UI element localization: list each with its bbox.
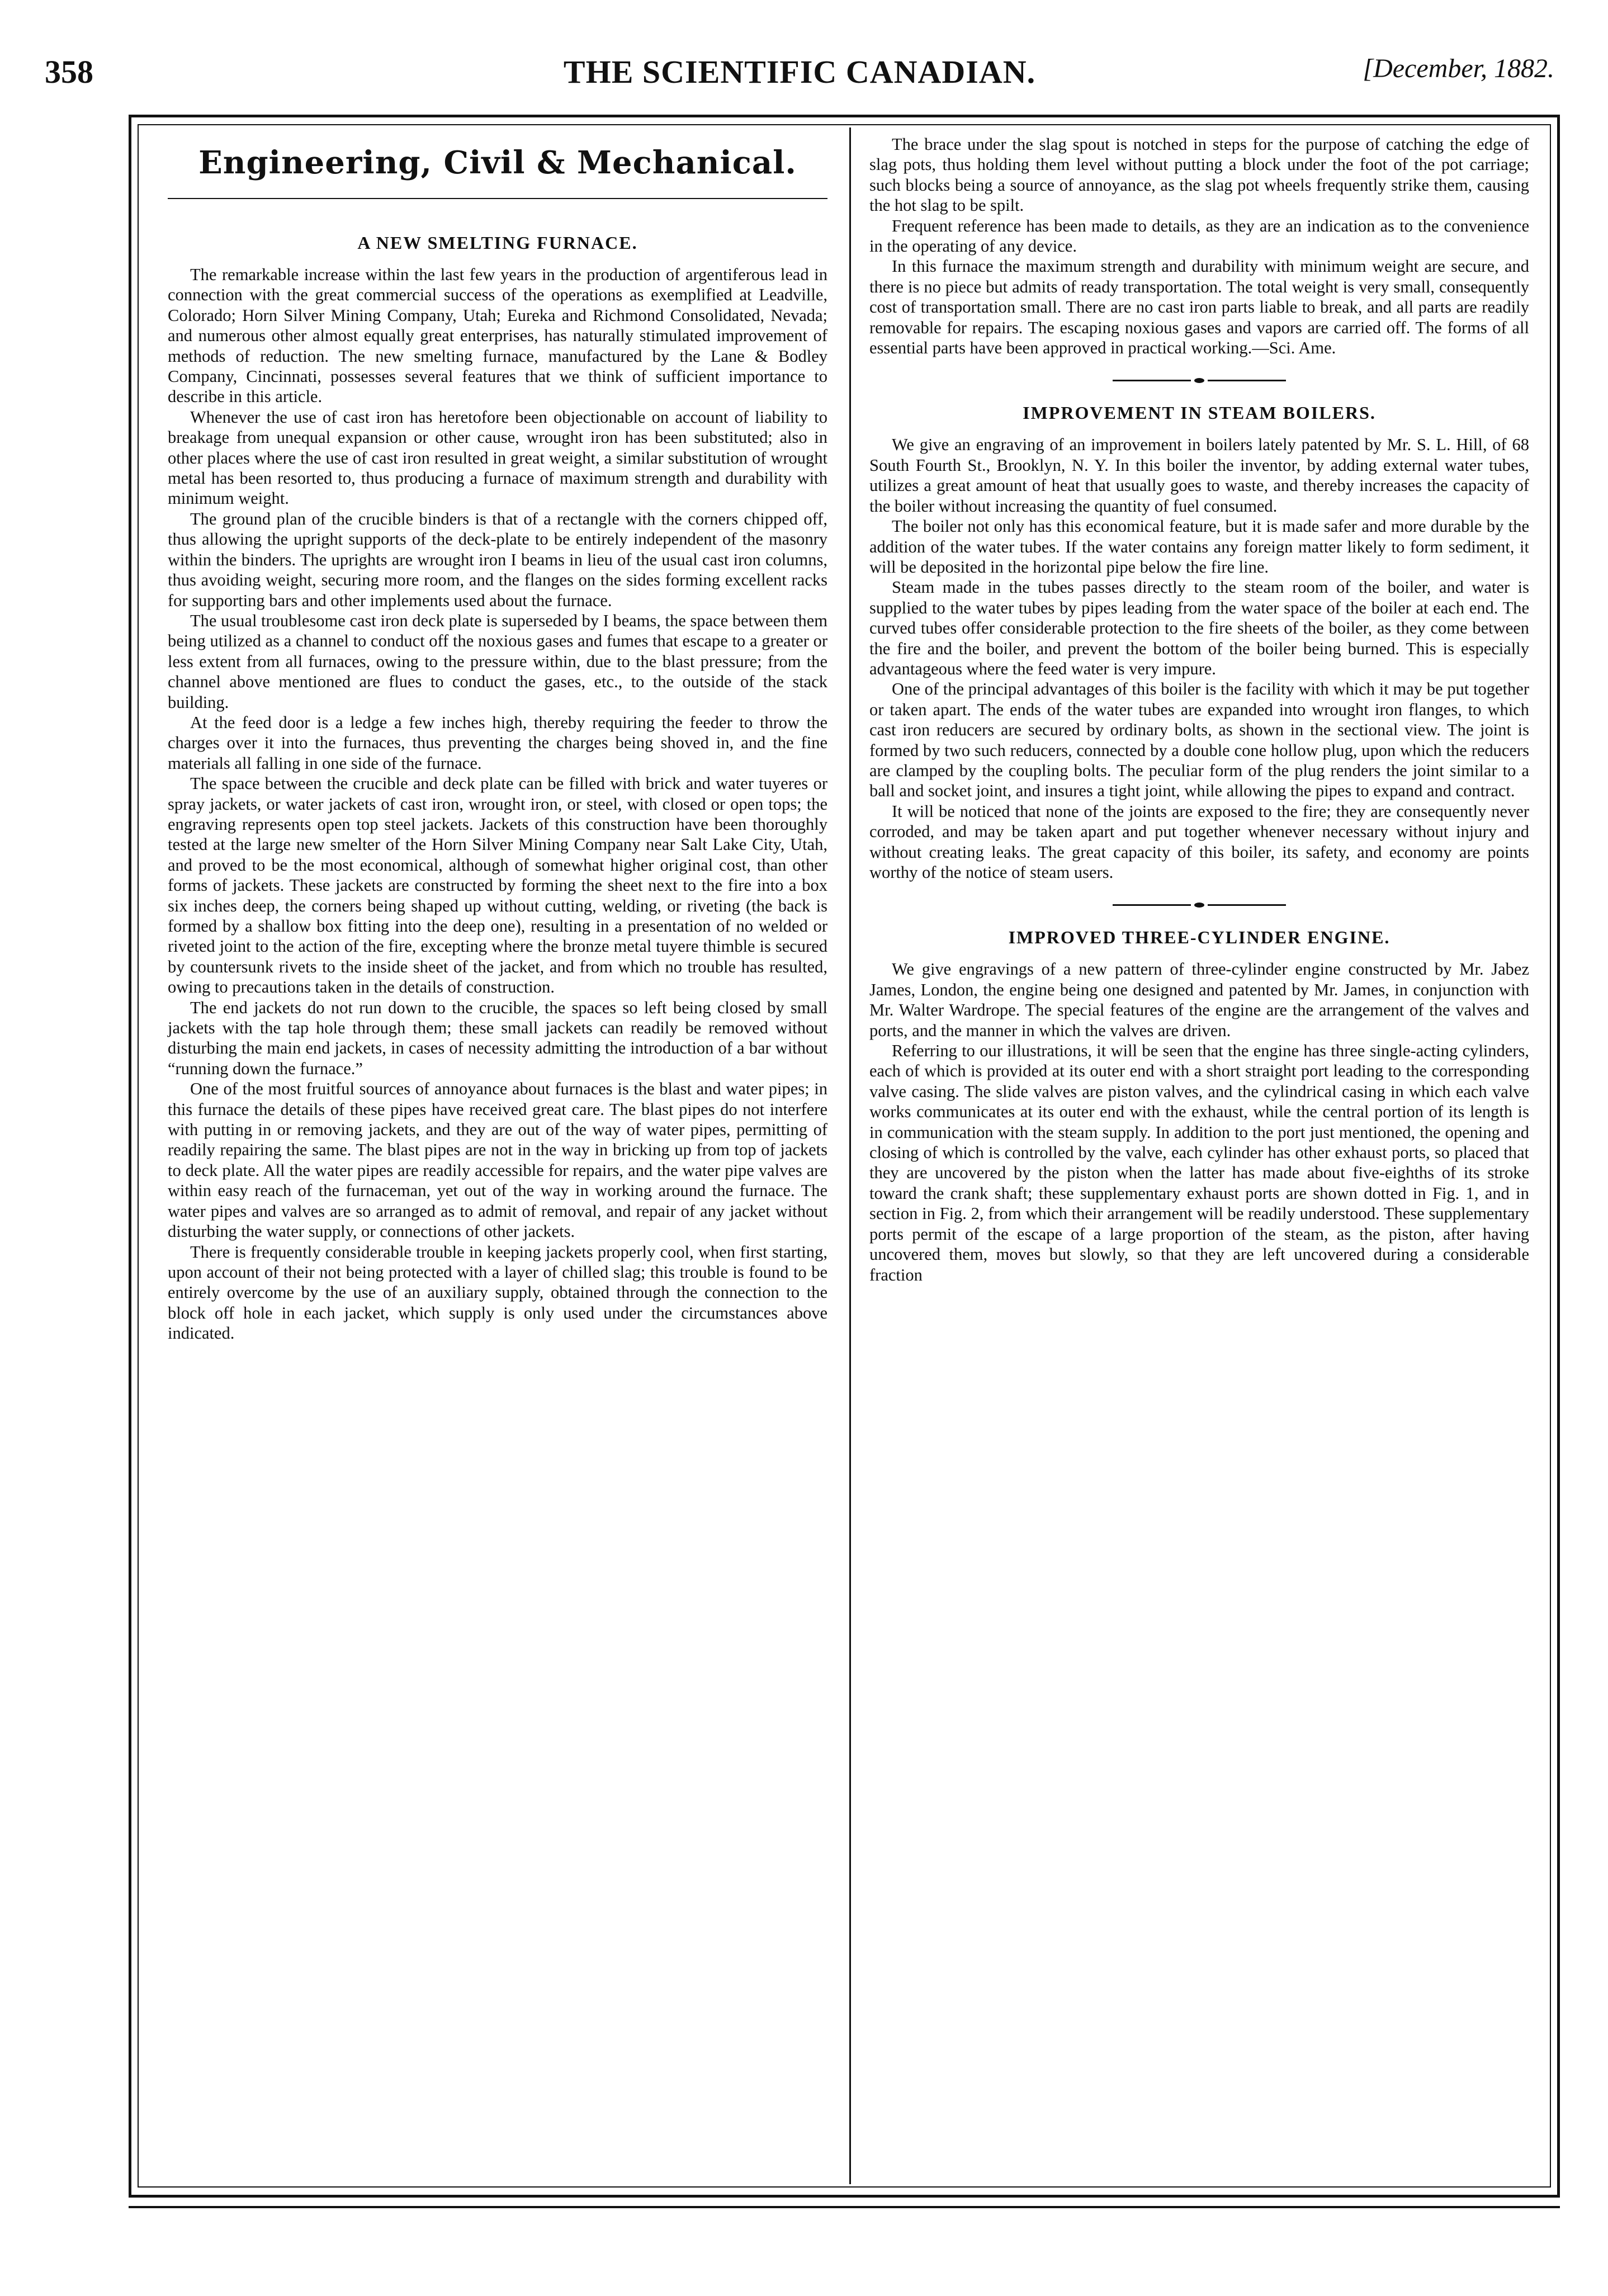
section-rule [168, 198, 827, 199]
paragraph: One of the most fruitful sources of annoyance about furnaces is the blast and water pipes; in this furnace the details of these pipes have received great care. The blast pipes do not interfere with putting in or removing jackets, and they are out of the way of water pipes, permitting of readily repairing the same. The blast pipes are not in the way in bricking up from top of jackets to deck plate. All the water pipes are readily accessible for repairs, and the water pipe valves are within easy reach of the furnaceman, yet out of the way in working around the furnace. The water pipes and valves are so arranged as to admit of removal, and repair of any jacket without disturbing the water supply, or connections of other jackets. [168, 1079, 827, 1241]
journal-title: THE SCIENTIFIC CANADIAN. [563, 54, 1036, 90]
column-divider [849, 127, 851, 2184]
paragraph: We give engravings of a new pattern of three-cylinder engine constructed by Mr. Jabez James, London, the engine being one designed and patented by Mr. James, in conjunction with Mr. Walter Wardrope. The special features of the engine are the arrangement of the valves and ports, and the manner in which the valves are driven. [869, 960, 1529, 1040]
paragraph: We give an engraving of an improvement in boilers lately patented by Mr. S. L. Hill, of 68 South Fourth St., Brooklyn, N. Y. In this boiler the inventor, by adding external water tubes, utilizes a great amount of heat that usually goes to waste, and thereby increases the capacity of the boiler without increasing the quantity of fuel consumed. [869, 435, 1529, 516]
paragraph: The usual troublesome cast iron deck plate is superseded by I beams, the space between them being utilized as a channel to conduct off the noxious gases and fumes that escape to a greater or less extent from all furnaces, owing to the pressure within, due to the blast pressure; from the channel above mentioned are flues to conduct the gases, etc., to the outside of the stack building. [168, 611, 827, 712]
left-column [168, 134, 827, 1344]
article-separator [869, 368, 1529, 390]
running-head [45, 53, 1554, 103]
page-number: 358 [45, 54, 93, 90]
issue-date: [December, 1882. [1363, 54, 1554, 83]
paragraph: One of the principal advantages of this boiler is the facility with which it may be put together or taken apart. The ends of the water tubes are expanded into wrought iron flanges, to which cast iron reducers are secured by ordinary bolts, as shown in the sectional view. The joint is formed by two such reducers, connected by a double cone hollow plug, upon which the reducers are clamped by the coupling bolts. The peculiar form of the plug renders the joint similar to a ball and socket joint, and insures a tight joint, while allowing the pipes to expand and contract. [869, 679, 1529, 801]
paragraph: In this furnace the maximum strength and durability with minimum weight are secure, and there is no piece but admits of ready transportation. The total weight is very small, consequently cost of transportation small. There are no cast iron parts liable to break, and all parts are readily removable for repairs. The escaping noxious gases and vapors are carried off. The forms of all essential parts have been approved in practical working.—Sci. Ame. [869, 257, 1529, 358]
paragraph: The space between the crucible and deck plate can be filled with brick and water tuyeres or spray jackets, or water jackets of cast iron, wrought iron, or steel, with closed or open tops; the engraving represents open top steel jackets. Jackets of this construction have been thoroughly tested at the large new smelter of the Horn Silver Mining Company near Salt Lake City, Utah, and proved to be the most economical, although of somewhat higher original cost, than other forms of jackets. These jackets are constructed by forming the sheet next to the fire into a box six inches deep, the corners being shaped up without cutting, welding, or riveting (the back is formed by a shallow box fitting into the deep one), resulting in a presentation of no welded or riveted joint to the action of the fire, excepting where the bronze metal tuyere thimble is secured by countersunk rivets to the inside sheet of the jacket, and from which no trouble has resulted, owing to precautions taken in the details of construction. [168, 774, 827, 997]
paragraph: At the feed door is a ledge a few inches high, thereby requiring the feeder to throw the charges over it into the furnaces, thus preventing the charges being shoved in, and the fine materials all falling in one side of the furnace. [168, 712, 827, 773]
section-title: Engineering, Civil & Mechanical. [198, 144, 797, 181]
paragraph: Frequent reference has been made to details, as they are an indication as to the convenience in the operating of any device. [869, 216, 1529, 256]
article-title-smelting: A NEW SMELTING FURNACE. [357, 233, 638, 253]
article-separator [869, 892, 1529, 915]
paragraph: The boiler not only has this economical feature, but it is made safer and more durable by the addition of the water tubes. If the water contains any foreign matter likely to form sediment, it will be deposited in the horizontal pipe below the fire line. [869, 517, 1529, 577]
paragraph: Referring to our illustrations, it will be seen that the engine has three single-acting cylinders, each of which is provided at its outer end with a short straight port leading to the corresponding valve casing. The slide valves are piston valves, and the cylindrical casing in which each valve works communicates at its outer end with the exhaust, while the central portion of its length is in communication with the steam supply. In addition to the port just mentioned, the opening and closing of which is controlled by the valve, each cylinder has other exhaust ports, so placed that they are uncovered by the piston when the latter has made about five-eighths of its stroke toward the crank shaft; these supplementary exhaust ports are shown dotted in Fig. 1, and in section in Fig. 2, from which their arrangement will be readily understood. These supplementary ports permit of the escape of a large proportion of the steam, as the piston, after having uncovered them, moves but slowly, so that they are left uncovered during a considerable fraction [869, 1041, 1529, 1284]
article-title-boilers: IMPROVEMENT IN STEAM BOILERS. [1023, 403, 1376, 423]
paragraph: It will be noticed that none of the joints are exposed to the fire; they are consequently never corroded, and may be taken apart and put together whenever necessary without injury and without creating leaks. The great capacity of this boiler, its safety, and economy are points worthy of the notice of steam users. [869, 801, 1529, 882]
paragraph: Whenever the use of cast iron has heretofore been objectionable on account of liability to breakage from unequal expansion or other cause, wrought iron has been substituted; also in other places where the use of cast iron resulted in great weight, a similar substitution of wrought metal has been resorted to, thus producing a furnace of maximum strength and durability with minimum weight. [168, 407, 827, 508]
paragraph: The brace under the slag spout is notched in steps for the purpose of catching the edge of slag pots, thus holding them level without putting a block under the foot of the pot carriage; such blocks being a source of annoyance, as the slag pot wheels frequently strike them, causing the hot slag to be spilt. [869, 135, 1529, 215]
article-title-engine: IMPROVED THREE-CYLINDER ENGINE. [1008, 927, 1391, 948]
paragraph: There is frequently considerable trouble in keeping jackets properly cool, when first starting, upon account of their not being protected with a layer of chilled slag; this trouble is found to be entirely overcome by the use of an auxiliary supply, obtained through the connection to the block off hole in each jacket, which supply is only used under the circumstances above indicated. [168, 1242, 827, 1343]
paragraph: The end jackets do not run down to the crucible, the spaces so left being closed by small jackets with the tap hole through them; these small jackets can readily be removed without disturbing the main end jackets, in cases of necessity admitting the introduction of a bar without “running down the furnace.” [168, 998, 827, 1078]
paragraph: The remarkable increase within the last few years in the production of argentiferous lead in connection with the great commercial success of the operations as exemplified at Leadville, Colorado; Horn Silver Mining Company, Utah; Eureka and Richmond Consolidated, Nevada; and numerous other almost equally great enterprises, has naturally stimulated improvement of methods of reduction. The new smelting furnace, manufactured by the Lane & Bodley Company, Cincinnati, possesses several features that we think of sufficient importance to describe in this article. [168, 265, 827, 407]
right-column [869, 134, 1529, 1285]
paragraph: The ground plan of the crucible binders is that of a rectangle with the corners chipped off, thus allowing the upright supports of the deck-plate to be entirely independent of the masonry within the binders. The uprights are wrought iron I beams in lieu of the usual cast iron columns, thus avoiding weight, securing more room, and the flanges on the sides forming excellent racks for supporting bars and other implements used about the furnace. [168, 509, 827, 610]
paragraph: Steam made in the tubes passes directly to the steam room of the boiler, and water is supplied to the water tubes by pipes leading from the water space of the boiler at each end. The curved tubes offer considerable protection to the fire sheets of the boiler, as they come between the fire and the boiler, and prevent the bottom of the boiler being burned. This is especially advantageous where the feed water is very impure. [869, 578, 1529, 678]
footer-rule [129, 2206, 1560, 2208]
